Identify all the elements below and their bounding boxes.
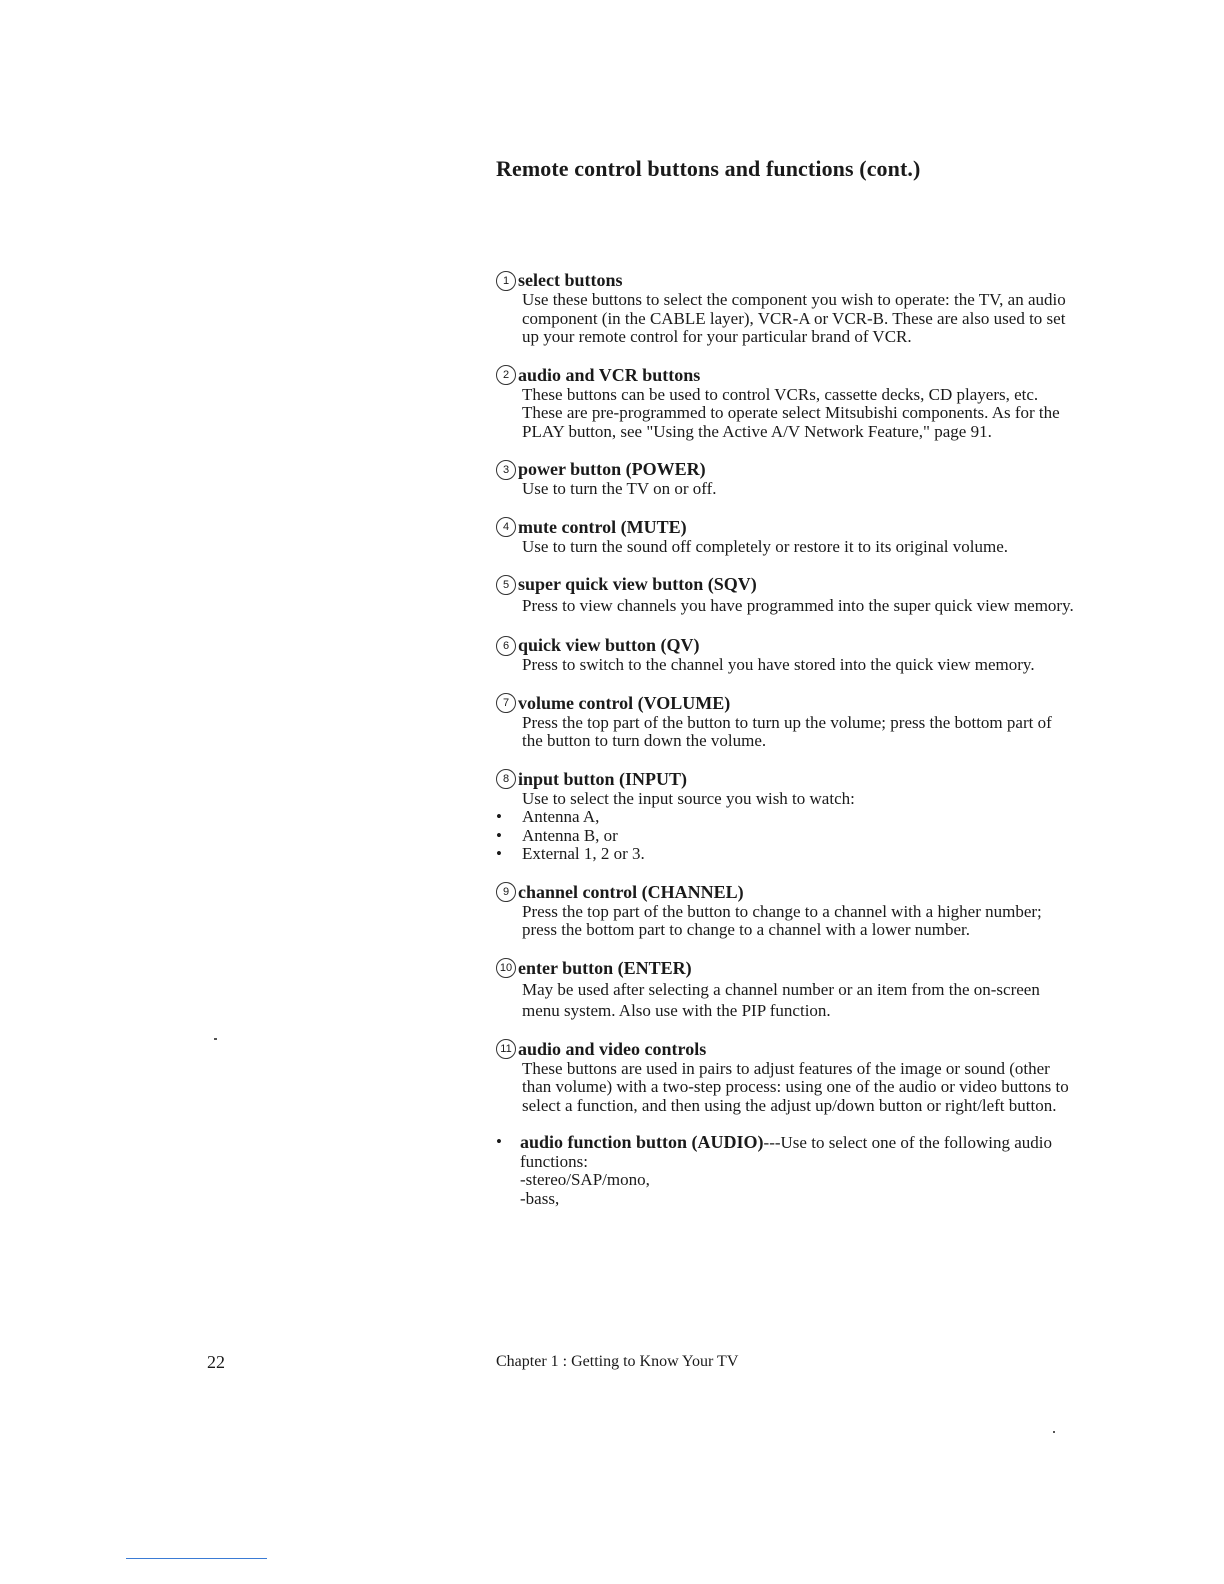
circled-number-icon: 5: [496, 575, 516, 595]
circled-number-icon: 2: [496, 365, 516, 385]
section-title: audio and VCR buttons: [518, 364, 701, 385]
list-item: • External 1, 2 or 3.: [496, 845, 1076, 864]
circled-number-icon: 7: [496, 693, 516, 713]
section-power-button: [496, 459, 1076, 499]
section-title: volume control (VOLUME): [518, 692, 731, 713]
section-heading: [496, 365, 1076, 386]
section-title: super quick view button (SQV): [518, 574, 757, 594]
section-title: quick view button (QV): [518, 635, 700, 655]
section-heading: [496, 635, 1076, 656]
section-heading: [496, 574, 1076, 595]
section-body: Use to turn the sound off completely or restore it to its original volume.: [522, 536, 1008, 556]
audio-function-bullet: [496, 1133, 1076, 1208]
list-item: • Antenna B, or: [496, 827, 1076, 846]
section-body: Press the top part of the button to change to a channel with a higher number; press the bottom part to change to a channel with a lower number.: [522, 901, 1042, 939]
section-heading: [496, 958, 1076, 979]
page-title: Remote control buttons and functions (cont.): [496, 156, 921, 181]
bottom-rule: [126, 1558, 267, 1559]
section-body: Press to view channels you have programmed into the super quick view memory.: [522, 596, 1074, 615]
section-body: These buttons are used in pairs to adjust features of the image or sound (other than volume) with a two-step process: using one of the audio or video buttons to select a function, and then using the adjust up/down button or right/left button.: [522, 1058, 1069, 1115]
section-body: Use these buttons to select the component you wish to operate: the TV, an audio component (in the CABLE layer), VCR-A or VCR-B. These are also used to set up your remote control for your particular brand of VCR.: [522, 290, 1066, 346]
audio-function-text: ---Use to select one of the following audio functions:: [520, 1133, 1052, 1171]
section-heading: [496, 1039, 1076, 1060]
section-channel-control: [496, 882, 1076, 940]
section-body: Use to select the input source you wish to watch:: [522, 788, 855, 808]
sections-list: [496, 270, 1076, 1208]
section-audio-video-controls: [496, 1039, 1076, 1116]
chapter-footer: Chapter 1 : Getting to Know Your TV: [496, 1353, 739, 1370]
section-body: Press to switch to the channel you have stored into the quick view memory.: [522, 655, 1035, 674]
circled-number-icon: 8: [496, 769, 516, 789]
circled-number-icon: 9: [496, 882, 516, 902]
section-super-quick-view: [496, 574, 1076, 617]
section-heading: [496, 882, 1076, 903]
section-input-button: [496, 769, 1076, 864]
section-audio-vcr-buttons: [496, 365, 1076, 442]
section-body: Use to turn the TV on or off.: [522, 479, 717, 498]
circled-number-icon: 10: [496, 958, 516, 978]
scan-speck: [214, 1038, 217, 1040]
list-item: -bass,: [520, 1188, 560, 1208]
section-heading: [496, 693, 1076, 714]
section-body: May be used after selecting a channel number or an item from the on-screen menu system. Also use with the PIP function.: [522, 979, 1040, 1020]
circled-number-icon: 4: [496, 517, 516, 537]
page-number: 22: [207, 1352, 225, 1372]
section-title: channel control (CHANNEL): [518, 881, 744, 902]
circled-number-icon: 6: [496, 636, 516, 656]
section-mute-control: [496, 517, 1076, 557]
section-select-buttons: [496, 270, 1076, 347]
section-enter-button: [496, 958, 1076, 1021]
circled-number-icon: 3: [496, 460, 516, 480]
section-body: These buttons can be used to control VCRs, cassette decks, CD players, etc. These are pre-programmed to operate select Mitsubishi components. As for the PLAY button, see "Using the Active A/V Network Feature," page 91.: [522, 384, 1060, 441]
section-title: input button (INPUT): [518, 768, 688, 789]
section-volume-control: [496, 693, 1076, 751]
section-heading: [496, 270, 1076, 291]
list-item: • Antenna A,: [496, 808, 1076, 827]
section-title: power button (POWER): [518, 459, 706, 479]
circled-number-icon: 1: [496, 271, 516, 291]
section-title: select buttons: [518, 270, 623, 290]
section-title: audio and video controls: [518, 1038, 707, 1059]
scan-speck: [1053, 1431, 1055, 1433]
section-title: enter button (ENTER): [518, 957, 692, 978]
section-heading: [496, 459, 1076, 480]
list-item: -stereo/SAP/mono,: [520, 1170, 650, 1189]
section-heading: [496, 517, 1076, 538]
circled-number-icon: 11: [496, 1039, 516, 1059]
section-heading: [496, 769, 1076, 790]
audio-function-label: audio function button (AUDIO): [520, 1132, 764, 1152]
input-source-list: [496, 808, 1076, 864]
section-body: Press the top part of the button to turn up the volume; press the bottom part of the button to turn down the volume.: [522, 712, 1052, 750]
section-quick-view: [496, 635, 1076, 675]
section-title: mute control (MUTE): [518, 516, 687, 537]
